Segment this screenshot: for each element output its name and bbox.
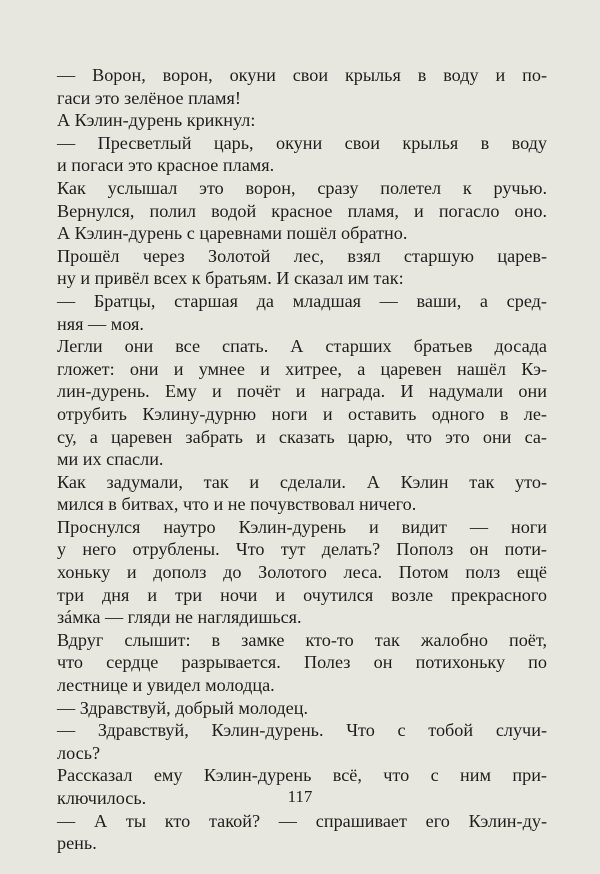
text-line: зáмка — гляди не наглядишься. (57, 607, 302, 628)
text-line: гложет: они и умнее и хитрее, а царевен нашёл Кэ- (57, 358, 547, 379)
text-line: отрубить Кэлину-дурню ноги и оставить одного в ле- (57, 403, 547, 424)
page-number: 117 (287, 787, 313, 806)
text-line: А Кэлин-дурень с царевнами пошёл обратно. (57, 223, 408, 244)
text-line: Рассказал ему Кэлин-дурень всё, что с ним при- (57, 765, 547, 786)
text-line: — Здравствуй, Кэлин-дурень. Что с тобой случи- (57, 720, 547, 741)
text-line: мился в битвах, что и не почувствовал ничего. (57, 494, 417, 515)
text-line: гаси это зелёное пламя! (57, 87, 241, 108)
text-line: Прошёл через Золотой лес, взял старшую царев- (57, 245, 547, 266)
text-line: — Пресветлый царь, окуни свои крылья в воду (57, 132, 547, 153)
text-line: няя — моя. (57, 313, 144, 334)
text-line: Легли они все спать. А старших братьев досада (57, 336, 547, 357)
text-line: лось? (57, 742, 101, 763)
text-line: су, а царевен забрать и сказать царю, что это они са- (57, 426, 547, 447)
text-line: Как задумали, так и сделали. А Кэлин так уто- (57, 471, 547, 492)
text-line: ну и привёл всех к братьям. И сказал им так: (57, 268, 404, 289)
text-line: что сердце разрывается. Полез он потихоньку по (57, 652, 547, 673)
body-text (57, 64, 547, 855)
text-line: Проснулся наутро Кэлин-дурень и видит — ноги (57, 516, 547, 537)
text-line: — Братцы, старшая да младшая — ваши, а сред- (57, 290, 547, 311)
text-line: А Кэлин-дурень крикнул: (57, 110, 256, 131)
text-line: у него отрублены. Что тут делать? Пополз он поти- (57, 539, 547, 560)
text-line: Вернулся, полил водой красное пламя, и погасло оно. (57, 200, 547, 221)
text-line: — Здравствуй, добрый молодец. (57, 697, 309, 718)
text-line: три дня и три ночи и очутился возле прекрасного (57, 584, 547, 605)
text-line: ключилось. (57, 788, 147, 808)
text-line: лестнице и увидел молодца. (57, 675, 275, 696)
text-line: хоньку и дополз до Золотого леса. Потом полз ещё (57, 562, 547, 583)
text-line: Как услышал это ворон, сразу полетел к ручью. (57, 177, 547, 198)
text-line: Вдруг слышит: в замке кто-то так жалобно поёт, (57, 629, 547, 650)
text-line: рень. (57, 833, 97, 854)
text-line: — А ты кто такой? — спрашивает его Кэлин-ду- (57, 810, 547, 831)
text-line: и погаси это красное пламя. (57, 155, 275, 176)
text-line: — Ворон, ворон, окуни свои крылья в воду и по- (57, 65, 547, 85)
text-line: ми их спасли. (57, 449, 164, 470)
text-line: лин-дурень. Ему и почёт и награда. И надумали они (57, 381, 547, 402)
